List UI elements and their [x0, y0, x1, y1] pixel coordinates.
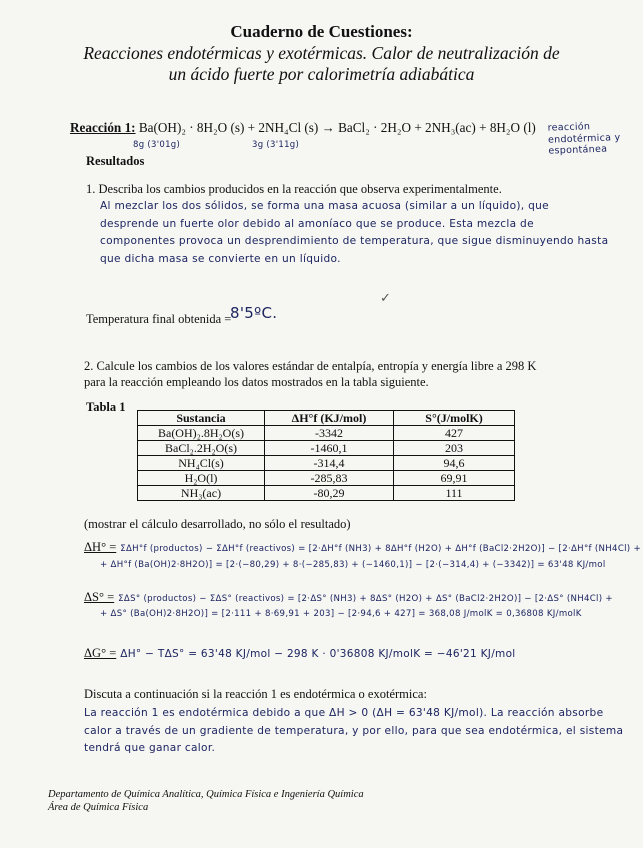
table-row — [138, 456, 515, 471]
table-cell: 69,91 — [394, 471, 515, 486]
footer — [48, 788, 364, 814]
table-cell: Ba(OH)₂.8H₂O(s) — [138, 426, 265, 441]
answer-1-handwritten: Al mezclar los dos sólidos, se forma una masa acuosa (similar a un líquido), que desprende un fuerte olor debido al amoníaco que se produce. Esta mezcla de componentes provoca un desprendimiento de temperatura, que sigue disminuyendo hasta que dicha masa se convierte en un líquido. — [100, 200, 609, 265]
footer-department: Departamento de Química Analítica, Química Física e Ingeniería Química — [48, 789, 364, 800]
subtitle-line-2: un ácido fuerte por calorimetría adiabática — [168, 64, 475, 84]
table-row — [138, 426, 515, 441]
temperature-value: 8'5ºC. — [230, 304, 278, 322]
table-cell: -285,83 — [265, 471, 394, 486]
enthalpy-symbol: ΔH° = — [84, 540, 117, 554]
gibbs-calc-text: ΔH° − TΔS° = 63'48 KJ/mol − 298 K · 0'36808 KJ/molK = −46'21 KJ/mol — [120, 648, 516, 660]
entropy-calc-line-2: + ΔS° (Ba(OH)2·8H2O)] = [2·111 + 8·69,91 + 203] − [2·94,6 + 427] = 368,08 J/molK = 0,36808 KJ/molK — [100, 609, 582, 619]
table-header-cell: ΔH°f (KJ/mol) — [265, 411, 394, 426]
check-mark: ✓ — [380, 290, 391, 305]
mass-annotation-nh4cl: 3g (3'11g) — [252, 140, 300, 150]
table-cell: 427 — [394, 426, 515, 441]
thermo-data-table — [137, 410, 515, 501]
question-1: 1. Describa los cambios producidos en la reacción que observa experimentalmente. — [86, 182, 502, 196]
question-2-line-1: 2. Calcule los cambios de los valores estándar de entalpía, entropía y energía libre a 298 K — [84, 359, 537, 373]
table-cell: BaCl₂.2H₂O(s) — [138, 441, 265, 456]
enthalpy-calc-line-1 — [84, 538, 641, 556]
question-2-line-2: para la reacción empleando los datos mostrados en la tabla siguiente. — [84, 375, 429, 389]
table-cell: 111 — [394, 486, 515, 501]
table-cell: 94,6 — [394, 456, 515, 471]
table-cell: -1460,1 — [265, 441, 394, 456]
table-cell: -80,29 — [265, 486, 394, 501]
footer-area: Área de Química Física — [48, 802, 149, 813]
table-header-row — [138, 411, 515, 426]
entropy-calc-line-1 — [84, 588, 613, 606]
page-subtitle — [20, 43, 623, 85]
table-cell: -314,4 — [265, 456, 394, 471]
entropy-symbol: ΔS° = — [84, 590, 115, 604]
reaction-handwritten-note: reacción endotérmica y espontánea — [547, 121, 621, 157]
discussion-answer-handwritten: La reacción 1 es endotérmica debido a que ΔH > 0 (ΔH = 63'48 KJ/mol). La reacción absorbe calor a través de un gradiente de temperatura, y por ello, para que sea endotérmica, el sistema tendrá que ganar calor. — [84, 707, 624, 754]
reaction-equation: Ba(OH)₂ · 8H₂O (s) + 2NH₄Cl (s) → BaCl₂ · 2H₂O + 2NH₃(ac) + 8H₂O (l) — [138, 120, 536, 135]
results-heading: Resultados — [86, 154, 145, 168]
table-row — [138, 486, 515, 501]
table-cell: NH₄Cl(s) — [138, 456, 265, 471]
table-row — [138, 471, 515, 486]
gibbs-symbol: ΔG° = — [84, 646, 117, 660]
question-2 — [84, 358, 604, 390]
table-cell: 203 — [394, 441, 515, 456]
reaction-equation-row — [70, 120, 536, 136]
subtitle-line-1: Reacciones endotérmicas y exotérmicas. Calor de neutralización de — [83, 43, 560, 63]
entropy-calc-text: ΣΔS° (productos) − ΣΔS° (reactivos) = [2·ΔS° (NH3) + 8ΔS° (H2O) + ΔS° (BaCl2·2H2O)] − [2·ΔS° (NH4Cl) + — [118, 594, 613, 604]
temperature-label: Temperatura final obtenida = — [86, 312, 232, 326]
table-header-cell: S°(J/molK) — [394, 411, 515, 426]
calculation-note: (mostrar el cálculo desarrollado, no sólo el resultado) — [84, 517, 351, 531]
discussion-question: Discuta a continuación si la reacción 1 es endotérmica o exotérmica: — [84, 687, 427, 701]
table-label: Tabla 1 — [86, 400, 126, 414]
enthalpy-calc-text: ΣΔH°f (productos) − ΣΔH°f (reactivos) = [2·ΔH°f (NH3) + 8ΔH°f (H2O) + ΔH°f (BaCl2·2H2O)] − [2·ΔH°f (NH4Cl) + — [120, 544, 641, 554]
page-title: Cuaderno de Cuestiones: — [230, 22, 413, 41]
table-cell: H₂O(l) — [138, 471, 265, 486]
table-cell: -3342 — [265, 426, 394, 441]
table-cell: NH₃(ac) — [138, 486, 265, 501]
gibbs-calc-line — [84, 644, 516, 662]
table-row — [138, 441, 515, 456]
table-header-cell: Sustancia — [138, 411, 265, 426]
reaction-label: Reacción 1: — [70, 120, 136, 135]
enthalpy-calc-line-2: + ΔH°f (Ba(OH)2·8H2O)] = [2·(−80,29) + 8·(−285,83) + (−1460,1)] − [2·(−314,4) + (−3342)] = 63'48 KJ/mol — [100, 560, 606, 570]
mass-annotation-baoh: 8g (3'01g) — [133, 140, 181, 150]
